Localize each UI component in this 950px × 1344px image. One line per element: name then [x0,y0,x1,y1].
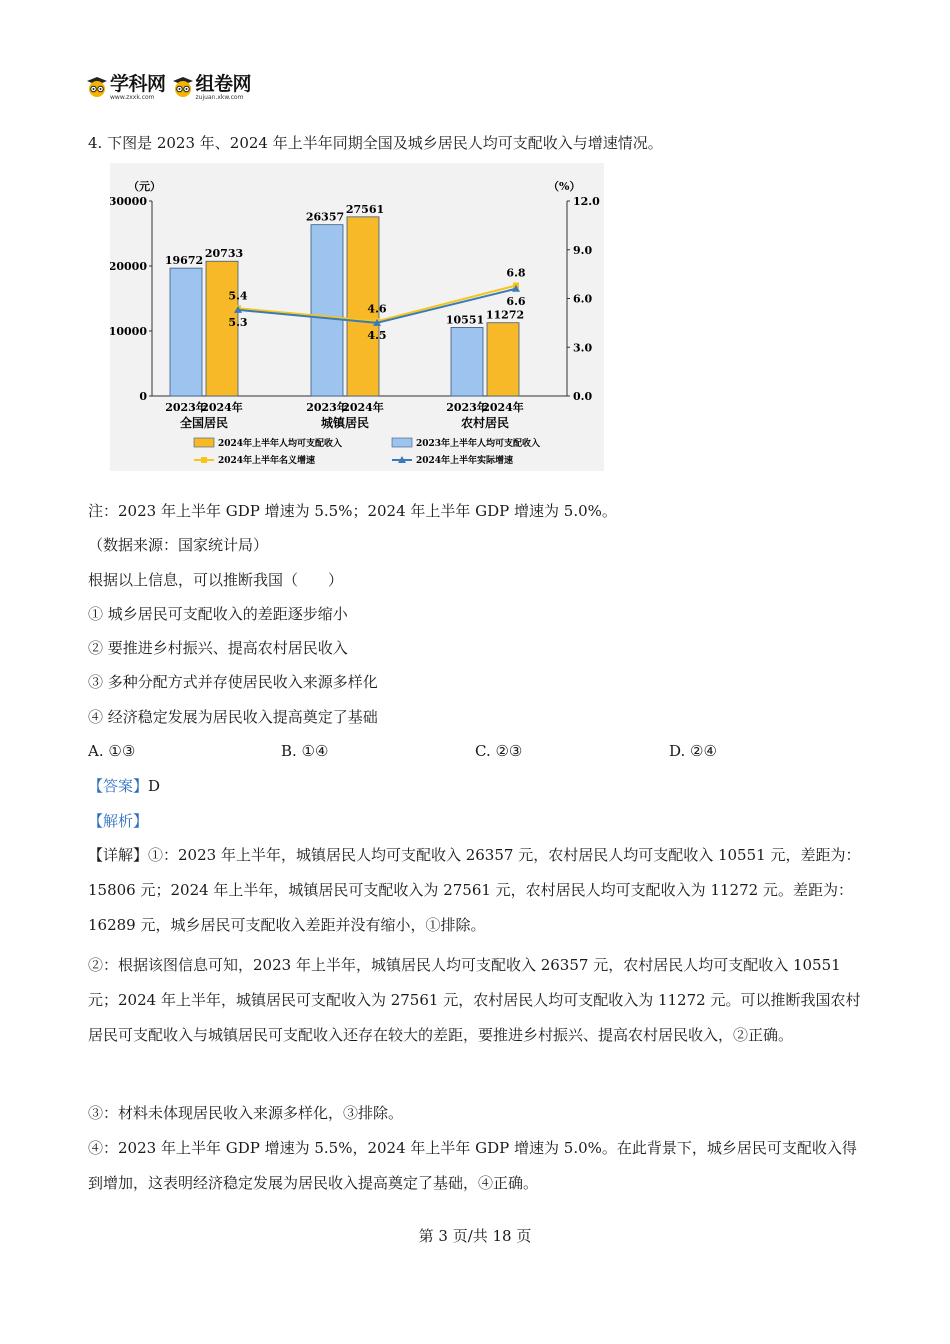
logo-url: zujuan.xkw.com [195,93,244,101]
left-tick-label: 30000 [110,195,147,208]
bar-value-label: 19672 [164,254,204,268]
right-axis-unit: （%） [548,180,581,193]
mascot-icon [172,76,194,98]
line-value-label: 6.6 [506,294,526,308]
answer-line [88,776,160,796]
line-value-label: 5.4 [228,289,248,303]
legend-swatch [392,438,412,447]
legend-label: 2024年上半年人均可支配收入 [218,439,343,449]
logo-zujuanwang [172,74,252,101]
page-number: 第 3 页/共 18 页 [418,1227,532,1245]
group-label: 全国居民 [179,416,229,430]
right-tick-label: 9.0 [573,243,593,257]
year-label: 2023年 [165,401,207,414]
option-d: D. ②④ [669,742,717,760]
statement-3: ③ 多种分配方式并存使居民收入来源多样化 [88,673,378,691]
logo-xuekewang [86,74,166,101]
bar-value-label: 27561 [345,202,385,216]
bar-value-label: 10551 [445,313,485,327]
group-label: 农村居民 [460,416,510,430]
left-axis-unit: （元） [128,180,161,193]
logo-name: 学科网 [110,72,166,95]
legend-label: 2023年上半年人均可支配收入 [416,439,541,449]
line-value-label: 5.3 [228,315,248,329]
chart-canvas [110,163,604,471]
chart-note: 注：2023 年上半年 GDP 增速为 5.5%；2024 年上半年 GDP 增速为 5.0%。 [88,502,617,520]
legend-swatch [194,438,214,447]
answer-label: 【答案】 [88,777,149,795]
right-tick-label: 6.0 [573,292,593,306]
logo-name: 组卷网 [195,72,252,95]
site-logo [86,70,257,104]
statement-1: ① 城乡居民可支配收入的差距逐步缩小 [88,605,348,623]
year-label: 2023年 [306,401,348,414]
legend-label: 2024年上半年实际增速 [416,456,514,466]
year-label: 2024年 [342,401,384,414]
right-tick-label: 0.0 [573,390,593,403]
option-c: C. ②③ [475,742,523,760]
data-source: （数据来源：国家统计局） [88,536,269,554]
legend-marker [201,457,207,463]
bar [487,323,519,396]
line-value-label: 4.5 [367,328,387,342]
question-stem: 4. 下图是 2023 年、2024 年上半年同期全国及城乡居民人均可支配收入与增速情况。 [88,134,663,152]
bar-value-label: 20733 [204,247,244,261]
mascot-icon [86,76,108,98]
left-tick-label: 10000 [110,325,147,338]
option-a: A. ①③ [88,742,136,760]
line-value-label: 4.6 [367,302,387,316]
left-tick-label: 20000 [110,260,147,273]
bar [170,268,202,396]
line-value-label: 6.8 [506,266,526,280]
bar-value-label: 26357 [305,210,345,224]
left-tick-label: 0 [139,390,147,403]
year-label: 2024年 [201,401,243,414]
analysis-paragraph: ③：材料未体现居民收入来源多样化，③排除。 [88,1104,404,1122]
option-b: B. ①④ [281,742,329,760]
bar-value-label: 11272 [485,308,525,322]
group-label: 城镇居民 [320,416,370,430]
analysis-paragraph: ②：根据该图信息可知，2023 年上半年，城镇居民人均可支配收入 26357 元，农村居民人均可支配收入 10551 元；2024 年上半年，城镇居民可支配收入为 27561 元，农村居民人均可支配收入为 11272 元。可以推断我国农村居民可支配收入与城镇居民可支配收入还存在较大的差距，要推进乡村振兴、提高农村居民收入，②正确。 [88,956,861,1044]
year-label: 2024年 [482,401,524,414]
year-label: 2023年 [446,401,488,414]
legend-label: 2024年上半年名义增速 [218,456,316,466]
answer-value: D [148,777,161,795]
right-tick-label: 12.0 [573,195,600,208]
analysis-paragraph: ④：2023 年上半年 GDP 增速为 5.5%，2024 年上半年 GDP 增速为 5.0%。在此背景下，城乡居民可支配收入得到增加，这表明经济稳定发展为居民收入提高奠定了基础，④正确。 [88,1139,857,1192]
analysis-label: 【解析】 [88,812,149,830]
question-prompt: 根据以上信息，可以推断我国（ ） [88,571,344,589]
bar [451,327,483,396]
analysis-paragraph: 【详解】①：2023 年上半年，城镇居民人均可支配收入 26357 元，农村居民人均可支配收入 10551 元，差距为：15806 元；2024 年上半年，城镇居民可支配收入为 27561 元，农村居民人均可支配收入为 11272 元。差距为：16289 元，城乡居民可支配收入差距并没有缩小，①排除。 [88,846,861,934]
statement-4: ④ 经济稳定发展为居民收入提高奠定了基础 [88,708,378,726]
statement-2: ② 要推进乡村振兴、提高农村居民收入 [88,639,348,657]
bar [311,225,343,396]
logo-url: www.zxxk.com [110,93,155,101]
income-chart [110,163,604,471]
right-tick-label: 3.0 [573,341,593,355]
